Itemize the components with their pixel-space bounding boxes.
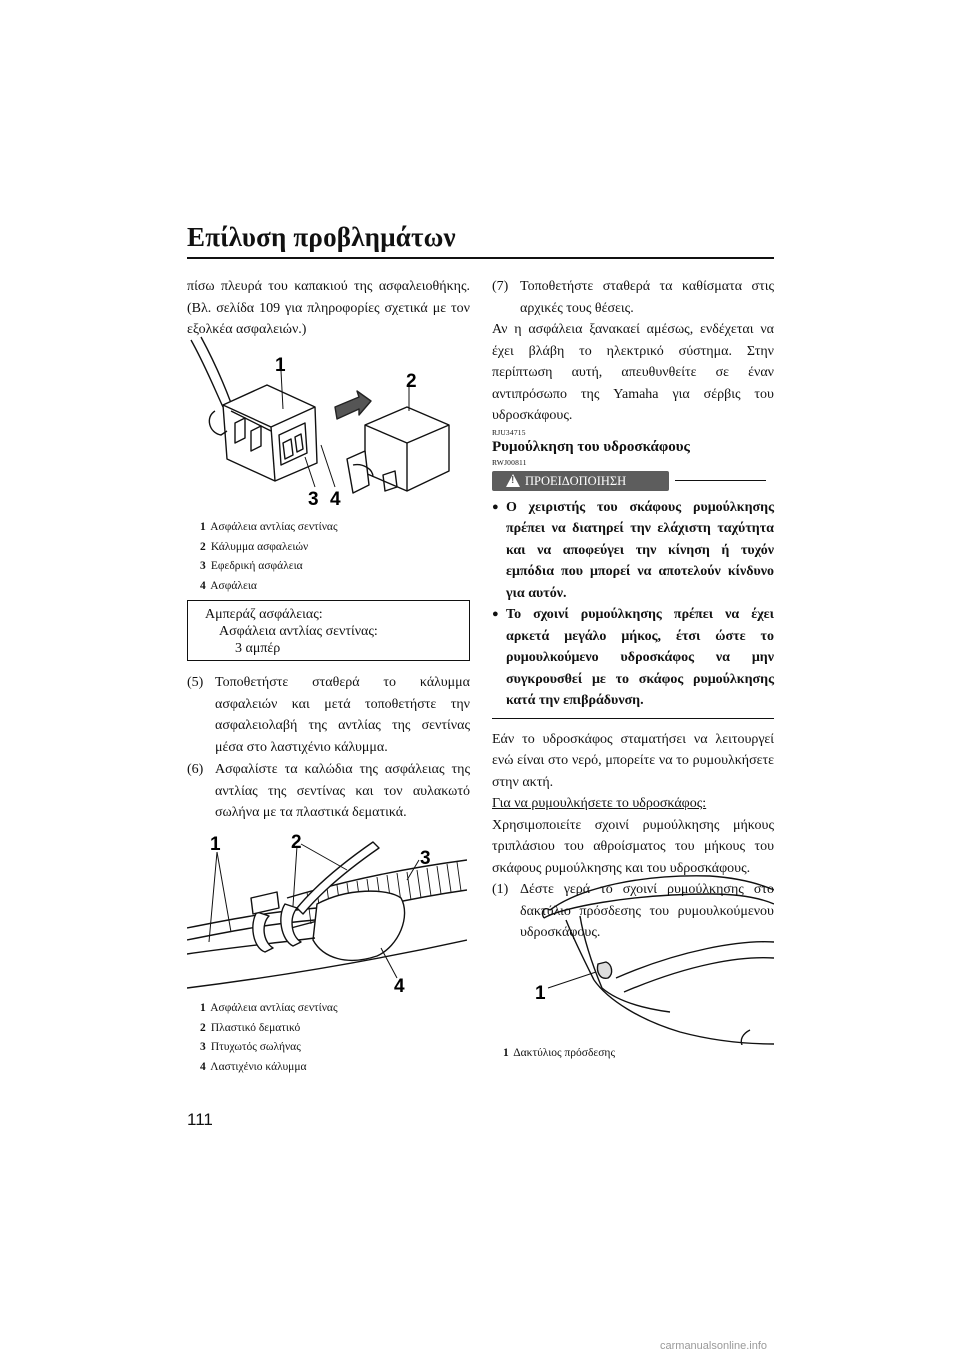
fig1-legend: [200, 518, 338, 596]
fig3-legend: [503, 1044, 615, 1064]
left-column-intro: [187, 276, 470, 341]
spec-line-2: Ασφάλεια αντλίας σεντίνας:: [219, 624, 378, 639]
bullet-icon: ●: [492, 608, 499, 620]
fig1-callout-2: 2: [406, 371, 417, 392]
legend-item: 4 Ασφάλεια: [200, 579, 257, 592]
step-6: (6) Ασφαλίστε τα καλώδια της ασφάλειας της αντλίας της σεντίνας και τον αυλακωτό σωλήνα με τα πλαστικά δεματικά.: [187, 762, 470, 820]
spec-line-1: Αμπεράζ ασφάλειας:: [205, 607, 323, 622]
towing-subheading: Για να ρυμουλκήσετε το υδροσκάφος:: [492, 796, 707, 812]
hose-ties-illustration: [187, 828, 467, 998]
warning-bullet: ● Το σχοινί ρυμούλκησης πρέπει να έχει αρκετά μεγάλο μήκος, έτσι ώστε το ρυμουλκούμενο υδροσκάφος να μην συγκρουσθεί με το σκάφος ρυμούλκησης κατά την επιβράδυνση.: [492, 604, 774, 712]
page-number: 111: [187, 1110, 213, 1129]
section-title-towing: Ρυμούλκηση του υδροσκάφους: [492, 438, 690, 455]
towing-intro-paragraph: Εάν το υδροσκάφος σταματήσει να λειτουργεί ενώ είναι στο νερό, μπορείτε να το ρυμουλκήσετε στην ακτή.: [492, 731, 774, 790]
bow-eye-illustration: [520, 860, 774, 1045]
legend-item: 2 Πλαστικό δεματικό: [200, 1021, 301, 1034]
fig1-callout-1: 1: [275, 355, 286, 376]
header-rule: [187, 257, 774, 259]
fuse-blows-paragraph: Αν η ασφάλεια ξανακαεί αμέσως, ενδέχεται να έχει βλάβη το ηλεκτρικό σύστημα. Στην περίπτωση αυτή, απευθυνθείτε σε έναν αντιπρόσωπο της Yamaha για σέρβις του υδροσκάφους.: [492, 322, 774, 423]
fig1-callout-4: 4: [330, 489, 341, 510]
warning-bullet: ● Ο χειριστής του σκάφους ρυμούλκησης πρέπει να διατηρεί την ελάχιστη ταχύτητα και να αποφεύγει την κίνηση ή τυχόν εμπόδια που μπορεί να αποτελούν κίνδυνο για αυτόν.: [492, 497, 774, 605]
warning-rule: [675, 480, 766, 481]
legend-item: 1 Ασφάλεια αντλίας σεντίνας: [200, 1002, 338, 1014]
legend-item: 4 Λαστιχένιο κάλυμμα: [200, 1060, 307, 1073]
fig3-callout-1: 1: [535, 983, 546, 1004]
fuse-holder-illustration: [187, 335, 467, 515]
tow-rope-paragraph: Χρησιμοποιείτε σχοινί ρυμούλκησης μήκους τριπλάσιου του αθροίσματος του μήκους του σκάφους ρυμούλκησης και του υδροσκάφους.: [492, 817, 774, 876]
step-1: (1) Δέστε γερά το σχοινί ρυμούλκησης στο δακτύλιο πρόσδεσης του ρυμουλκούμενου υδροσκάφους.: [492, 882, 774, 941]
warning-badge: ! ΠΡΟΕΙΔΟΠΟΙΗΣΗ: [492, 471, 669, 491]
section-code: RJU34715: [492, 427, 526, 437]
bullet-icon: ●: [492, 500, 499, 513]
intro-paragraph: πίσω πλευρά του καπακιού της ασφαλειοθήκης. (Βλ. σελίδα 109 για πληροφορίες σχετικά με τον εξολκέα ασφαλειών.): [187, 279, 470, 337]
left-steps: [187, 672, 470, 824]
fig2-callout-4: 4: [394, 976, 405, 997]
spec-line-3: 3 αμπέρ: [235, 641, 281, 656]
legend-item: 1 Δακτύλιος πρόσδεσης: [503, 1047, 615, 1059]
legend-item: 1 Ασφάλεια αντλίας σεντίνας: [200, 521, 338, 533]
step-5: (5) Τοποθετήστε σταθερά το κάλυμμα ασφαλειών και μετά τοποθετήστε την ασφαλειολαβή της αντλίας της σεντίνας μέσα στο λαστιχένιο κάλυμμα.: [187, 675, 470, 755]
step-7: (7) Τοποθετήστε σταθερά τα καθίσματα στις αρχικές τους θέσεις.: [492, 279, 774, 316]
fig1-callout-3: 3: [308, 489, 319, 510]
page-title: Επίλυση προβλημάτων: [187, 222, 456, 252]
fig2-callout-1: 1: [210, 834, 221, 855]
fig2-callout-2: 2: [291, 832, 302, 853]
legend-item: 2 Κάλυμμα ασφαλειών: [200, 540, 309, 553]
warning-label: ΠΡΟΕΙΔΟΠΟΙΗΣΗ: [525, 473, 627, 488]
fig2-callout-3: 3: [420, 848, 431, 869]
fig2-legend: [200, 999, 338, 1077]
legend-item: 3 Εφεδρική ασφάλεια: [200, 560, 303, 572]
footer-watermark: carmanualsonline.info: [660, 1340, 768, 1352]
warning-code: RWJ00811: [492, 457, 527, 467]
warning-header: [492, 468, 774, 496]
warning-end-rule: [492, 718, 774, 719]
legend-item: 3 Πτυχωτός σωλήνας: [200, 1041, 301, 1053]
fuse-amperage-spec-box: [187, 600, 470, 661]
right-column: [492, 276, 774, 944]
